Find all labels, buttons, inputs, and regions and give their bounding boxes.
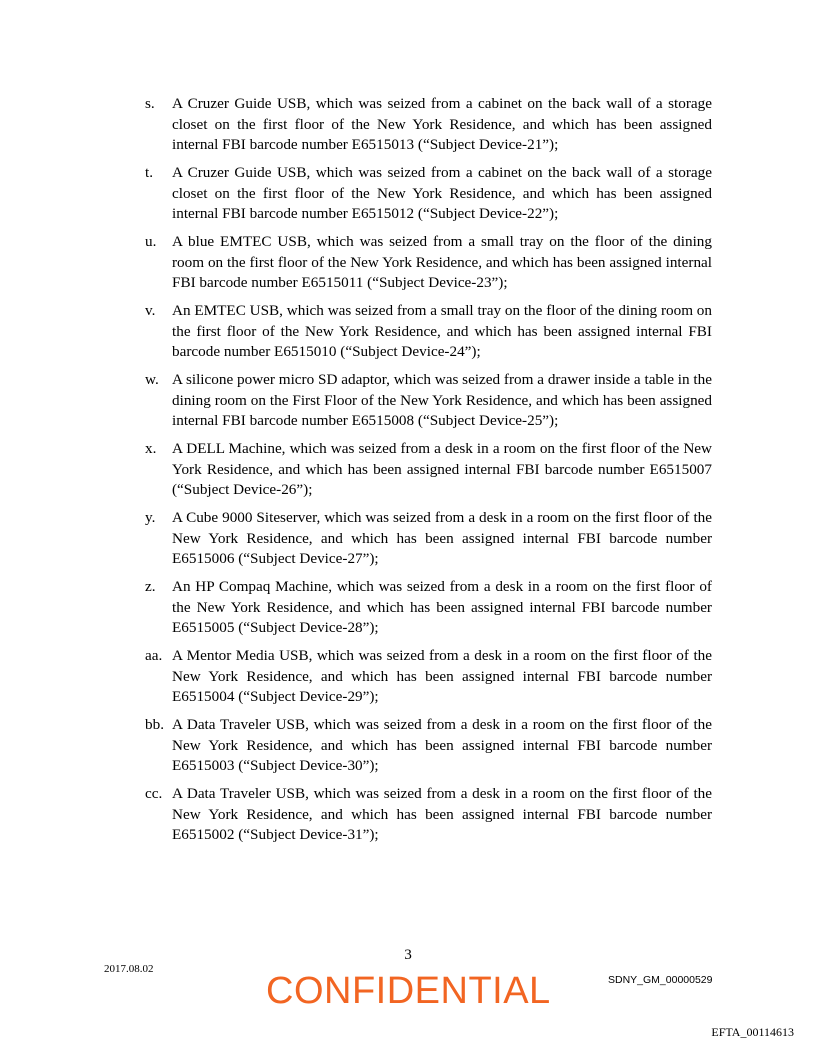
list-item-label: aa. [145, 647, 163, 664]
document-date: 2017.08.02 [104, 963, 154, 975]
list-item-text: A Cruzer Guide USB, which was seized from a cabinet on the back wall of a storage closet on the first floor of the New York Residence, and which has been assigned internal FBI barcode number E6515012 (“Subject Device-22”); [172, 164, 712, 222]
list-item-text: An HP Compaq Machine, which was seized from a desk in a room on the first floor of the New York Residence, and which has been assigned internal FBI barcode number E6515005 (“Subject Device-28”); [172, 578, 712, 636]
list-item-label: y. [145, 509, 156, 526]
list-item-cc [145, 784, 712, 846]
list-item-z [145, 577, 712, 639]
bates-number: SDNY_GM_00000529 [608, 974, 713, 986]
list-item-text: A Cruzer Guide USB, which was seized from a cabinet on the back wall of a storage closet on the first floor of the New York Residence, and which has been assigned internal FBI barcode number E6515013 (“Subject Device-21”); [172, 95, 712, 153]
list-item-w [145, 370, 712, 432]
list-item-label: w. [145, 371, 159, 388]
list-item-s [145, 94, 712, 156]
list-item-text: A silicone power micro SD adaptor, which was seized from a drawer inside a table in the dining room on the First Floor of the New York Residence, and which has been assigned internal FBI barcode number E6515008 (“Subject Device-25”); [172, 371, 712, 429]
list-item-text: A Mentor Media USB, which was seized from a desk in a room on the first floor of the New York Residence, and which has been assigned internal FBI barcode number E6515004 (“Subject Device-29”); [172, 647, 712, 705]
list-item-text: A Cube 9000 Siteserver, which was seized from a desk in a room on the first floor of the New York Residence, and which has been assigned internal FBI barcode number E6515006 (“Subject Device-27”); [172, 509, 712, 567]
list-item-label: t. [145, 164, 154, 181]
efta-number: EFTA_00114613 [711, 1025, 794, 1039]
list-item-aa [145, 646, 712, 708]
list-item-text: A blue EMTEC USB, which was seized from a small tray on the floor of the dining room on the first floor of the New York Residence, and which has been assigned internal FBI barcode number E6515011 (“Subject Device-23”); [172, 233, 712, 291]
page-number: 3 [404, 946, 412, 963]
list-item-text: An EMTEC USB, which was seized from a small tray on the floor of the dining room on the first floor of the New York Residence, and which has been assigned internal FBI barcode number E6515010 (“Subject Device-24”); [172, 302, 712, 360]
list-item-label: v. [145, 302, 156, 319]
list-item-text: A Data Traveler USB, which was seized from a desk in a room on the first floor of the New York Residence, and which has been assigned internal FBI barcode number E6515003 (“Subject Device-30”); [172, 716, 712, 774]
list-item-t [145, 163, 712, 225]
list-item-label: x. [145, 440, 157, 457]
list-item-label: u. [145, 233, 157, 250]
confidential-stamp: CONFIDENTIAL [266, 970, 551, 1012]
list-item-label: s. [145, 95, 155, 112]
list-item-label: z. [145, 578, 156, 595]
list-item-x [145, 439, 712, 501]
list-item-label: bb. [145, 716, 164, 733]
list-item-v [145, 301, 712, 363]
list-item-u [145, 232, 712, 294]
list-item-y [145, 508, 712, 570]
list-item-label: cc. [145, 785, 163, 802]
list-item-text: A Data Traveler USB, which was seized from a desk in a room on the first floor of the New York Residence, and which has been assigned internal FBI barcode number E6515002 (“Subject Device-31”); [172, 785, 712, 843]
list-item-text: A DELL Machine, which was seized from a desk in a room on the first floor of the New York Residence, and which has been assigned internal FBI barcode number E6515007 (“Subject Device-26”); [172, 440, 712, 498]
list-item-bb [145, 715, 712, 777]
